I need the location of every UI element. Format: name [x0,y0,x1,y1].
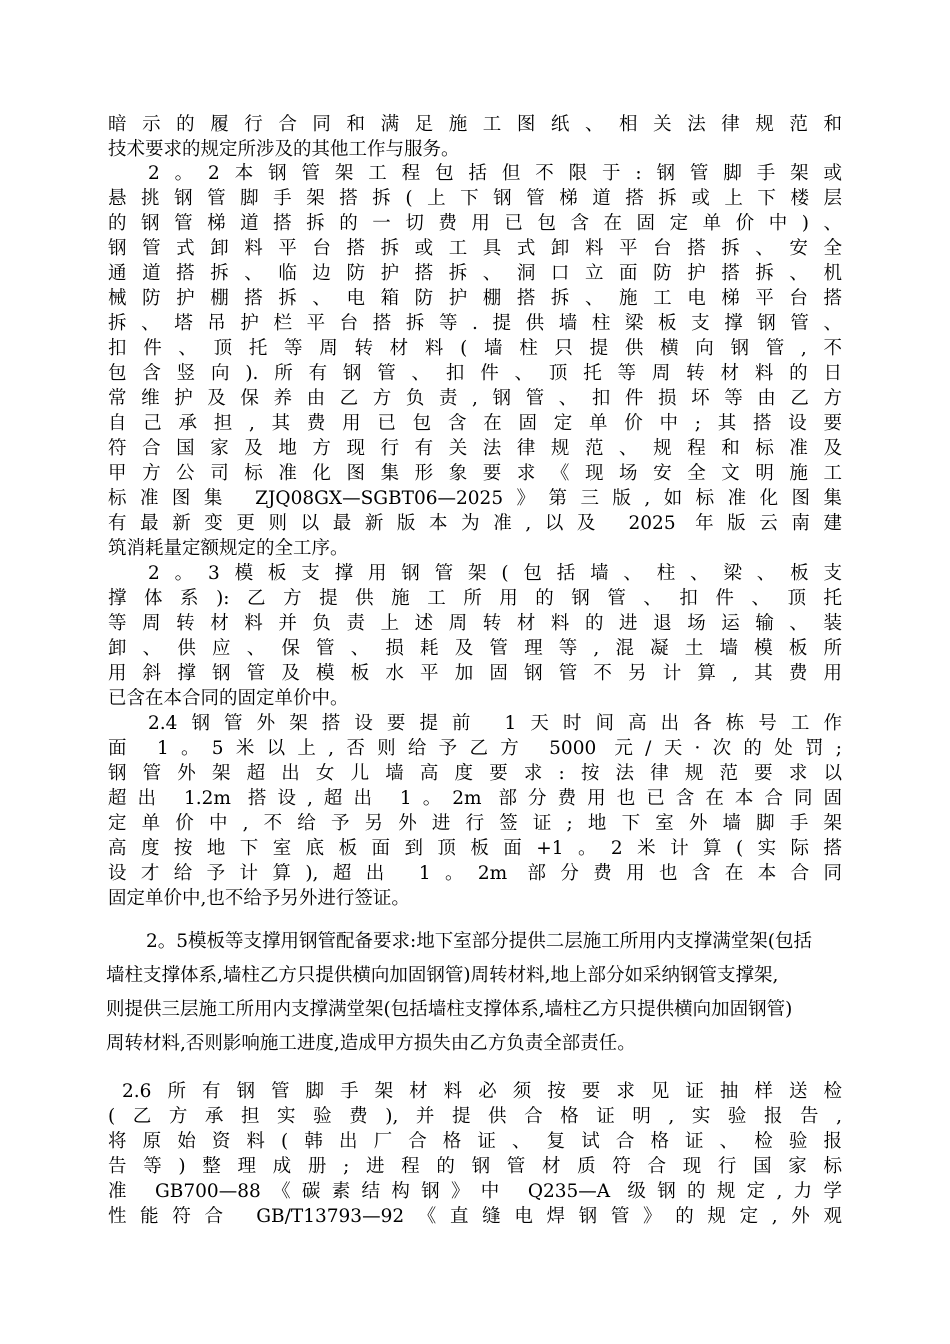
text-line: 用斜撑钢管及模板水平加固钢管不另计算,其费用 [108,663,842,684]
text-line: 钢管外架超出女儿墙高度要求:按法律规范要求以 [108,763,842,784]
text-line: 等周转材料并负责上述周转材料的进退场运输、装 [108,613,842,634]
text-line: 定单价中,不给予另外进行签证;地下室外墙脚手架 [108,813,842,834]
text-line: 已含在本合同的固定单价中。 [108,688,349,709]
text-line: 有最新变更则以最新版本为准,以及 2025 年版云南建 [108,513,842,534]
text-line: (乙方承担实验费),并提供合格证明,实验报告, [108,1106,842,1127]
text-line: 高度按地下室底板面到顶板面+1。2米计算(实际搭 [108,838,842,859]
text-line: 符合国家及地方现行有关法律规范、规程和标准及 [108,438,842,459]
text-line: 扣件、顶托等周转材料(墙柱只提供横向钢管,不 [108,338,842,359]
paragraph-scope-end [108,112,842,162]
text-line: 筑消耗量定额规定的全工序。 [108,538,349,559]
text-line: 钢管式卸料平台搭拆或工具式卸料平台搭拆、安全 [108,238,842,259]
text-line: 则提供三层施工所用内支撑满堂架(包括墙柱支撑体系,墙柱乙方只提供横向加固钢管) [106,999,793,1020]
text-line: 悬挑钢管脚手架搭拆(上下钢管梯道搭拆或上下楼层 [108,188,842,209]
text-line: 拆、塔吊护栏平台搭拆等.提供墙柱梁板支撑钢管、 [108,313,842,334]
text-line: 性能符合 GB/T13793—92《直缝电焊钢管》的规定,外观 [108,1206,842,1227]
text-line: 2.4钢管外架搭设要提前 1天时间高出各栋号工作 [148,713,842,734]
text-line: 墙柱支撑体系,墙柱乙方只提供横向加固钢管)周转材料,地上部分如采纳钢管支撑架, [106,965,779,986]
text-line: 常维护及保养由乙方负责,钢管、扣件损坏等由乙方 [108,388,842,409]
paragraph-2-5-steel-pipe-requirements [106,925,858,1061]
text-line: 告等)整理成册;进程的钢管材质符合现行国家标 [108,1156,842,1177]
text-line: 的钢管梯道搭拆的一切费用已包含在固定单价中)、 [108,213,842,234]
text-line: 标准图集 ZJQ08GX—SGBT06—2025》第三版,如标准化图集 [108,488,842,509]
text-line: 2。2本钢管架工程包括但不限于:钢管脚手架或 [148,163,842,184]
text-line: 技术要求的规定所涉及的其他工作与服务。 [108,139,460,160]
text-line: 2。5模板等支撑用钢管配备要求:地下室部分提供二层施工所用内支撑满堂架(包括 [146,931,812,952]
text-line: 甲方公司标准化图集形象要求《现场安全文明施工 [108,463,842,484]
text-line: 2。3模板支撑用钢管架(包括墙、柱、梁、板支 [148,563,842,584]
text-line: 械防护棚搭拆、电箱防护棚搭拆、施工电梯平台搭 [108,288,842,309]
text-line: 通道搭拆、临边防护搭拆、洞口立面防护搭拆、机 [108,263,842,284]
text-line: 周转材料,否则影响施工进度,造成甲方损失由乙方负责全部责任。 [106,1033,636,1054]
text-line: 超出 1.2m 搭设,超出 1。2m 部分费用也已含在本合同固 [108,788,842,809]
text-line: 2.6所有钢管脚手架材料必须按要求见证抽样送检 [122,1081,842,1102]
text-line: 设才给予计算),超出 1。2m 部分费用也含在本合同 [108,863,842,884]
text-line: 包含竖向).所有钢管、扣件、顶托等周转材料的日 [108,363,842,384]
paragraph-2-4-external-scaffold [108,711,842,911]
text-line: 准 GB700—88《碳素结构钢》中 Q235—A 级钢的规定,力学 [108,1181,842,1202]
text-line: 撑体系):乙方提供施工所用的钢管、扣件、顶托 [108,588,842,609]
paragraph-2-3-formwork-support [108,561,842,711]
paragraph-2-6-material-testing [108,1079,842,1229]
text-line: 将原始资料(韩出厂合格证、复试合格证、检验报 [108,1131,842,1152]
text-line: 卸、供应、保管、损耗及管理等,混凝土墙模板所 [108,638,842,659]
text-line: 自己承担,其费用已包含在固定单价中;其搭设要 [108,413,842,434]
text-line: 固定单价中,也不给予另外进行签证。 [108,888,410,909]
text-line: 暗示的履行合同和满足施工图纸、相关法律规范和 [108,114,842,135]
paragraph-2-2-scaffold-scope [108,161,842,561]
text-line: 面 1。5米以上,否则给予乙方 5000 元/天·次的处罚; [108,738,842,759]
